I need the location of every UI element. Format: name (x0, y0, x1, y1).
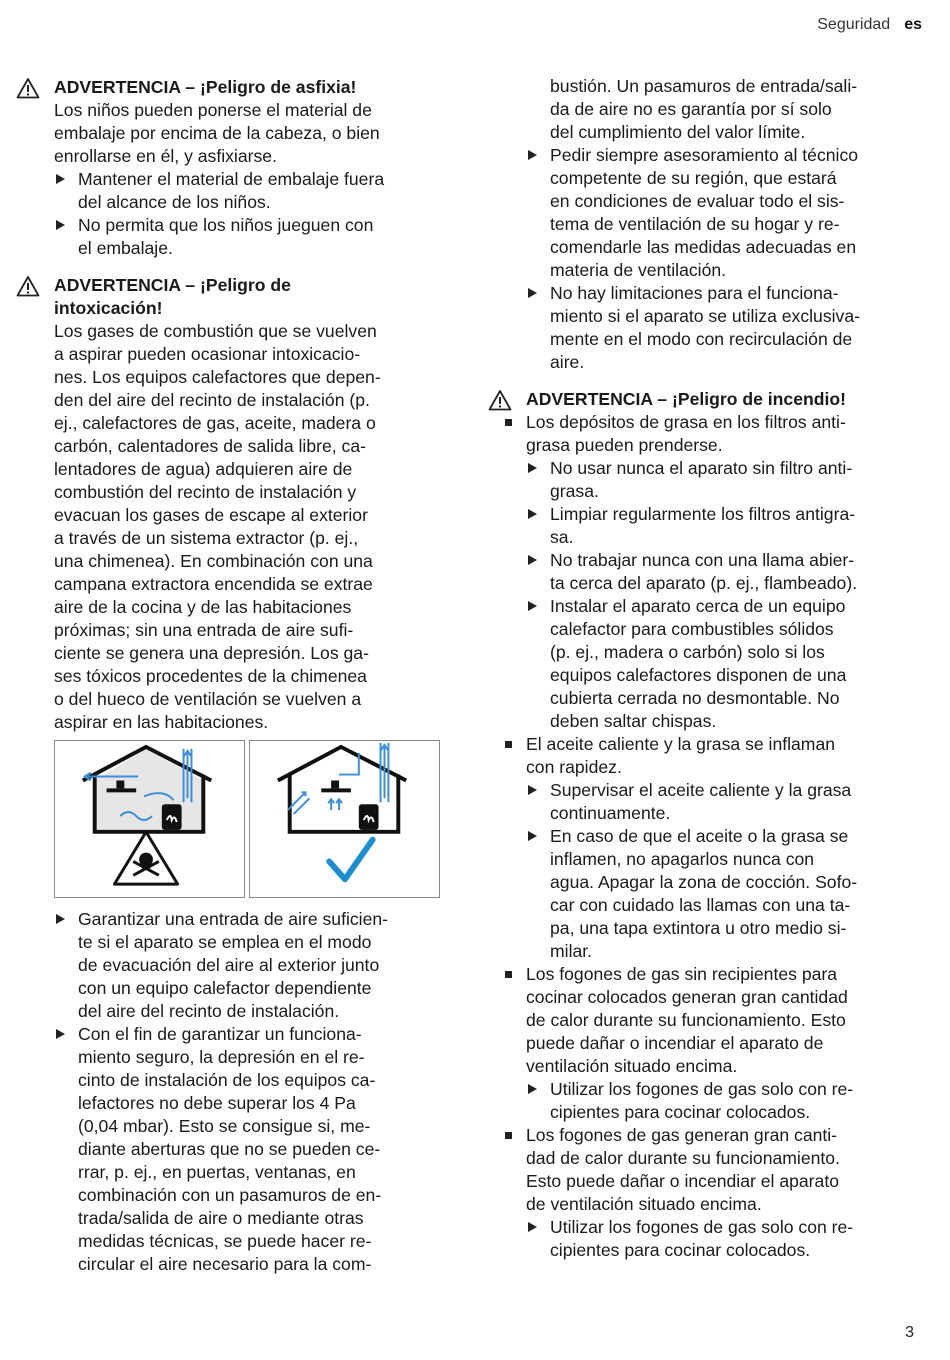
text-line: tema de ventilación de su hogar y re- (550, 214, 840, 234)
triangle-bullet-icon (528, 1084, 537, 1094)
bullet-item (488, 963, 924, 1124)
text-line: próximas; sin una entrada de aire sufi- (54, 620, 354, 640)
text-line: evacuan los gases de escape al exterior (54, 505, 368, 525)
warning-title: ADVERTENCIA – ¡Peligro de (54, 275, 291, 295)
step-list (526, 779, 924, 963)
triangle-bullet-icon (56, 220, 65, 230)
text-line: Pedir siempre asesoramiento al técnico (550, 145, 859, 165)
warning-poisoning (16, 274, 444, 734)
house-extraction-safe-illustration (250, 741, 439, 897)
text-line: calefactor para combustibles sólidos (550, 619, 834, 639)
text-line: a aspirar pueden ocasionar intoxicacio- (54, 344, 361, 364)
triangle-bullet-icon (528, 463, 537, 473)
step-list (54, 168, 444, 260)
warning-fire (488, 388, 924, 411)
section-title: Seguridad (817, 16, 891, 33)
text-line: (p. ej., madera o carbón) solo si los (550, 642, 825, 662)
step-item (526, 457, 924, 503)
text-line: cipientes para cocinar colocados. (550, 1102, 811, 1122)
text-line: o del hueco de ventilación se vuelven a (54, 689, 362, 709)
text-line: cinto de instalación de los equipos ca- (78, 1070, 376, 1090)
text-line: No usar nunca el aparato sin filtro anti- (550, 458, 853, 478)
text-line: comendarle las medidas adecuadas en (550, 237, 857, 257)
text-line: del aire del recinto de instalación. (78, 1001, 340, 1021)
text-line: lefactores no debe superar los 4 Pa (78, 1093, 356, 1113)
text-line: aire. (550, 352, 585, 372)
warning-text (54, 320, 444, 734)
triangle-bullet-icon (528, 509, 537, 519)
text-line: con un equipo calefactor dependiente (78, 978, 372, 998)
step-item (526, 549, 924, 595)
text-line: deben saltar chispas. (550, 711, 717, 731)
poisoning-continuation (488, 75, 924, 374)
text-line: Supervisar el aceite caliente y la grasa (550, 780, 852, 800)
text-line: miento seguro, la depresión en el re- (78, 1047, 365, 1067)
step-list (526, 144, 924, 374)
text-line: (0,04 mbar). Esto se consigue si, me- (78, 1116, 371, 1136)
step-item (526, 503, 924, 549)
text-line: ciente se genera una depresión. Los ga- (54, 643, 369, 663)
text-line: rrar, p. ej., en puertas, ventanas, en (78, 1162, 356, 1182)
bullet-text (526, 963, 924, 1078)
text-line: aire de la cocina y de las habitaciones (54, 597, 352, 617)
step-list (526, 1078, 924, 1124)
triangle-bullet-icon (528, 555, 537, 565)
square-bullet-icon (505, 1132, 512, 1139)
bullet-item (488, 1124, 924, 1262)
step-item (54, 1023, 444, 1276)
text-line: campana extractora encendida se extrae (54, 574, 373, 594)
warning-triangle-icon (16, 275, 40, 297)
text-line: grasa. (550, 481, 599, 501)
text-line: combustión del recinto de instalación y (54, 482, 357, 502)
text-line: cipientes para cocinar colocados. (550, 1240, 811, 1260)
text-line: Mantener el material de embalaje fuera (78, 169, 385, 189)
step-item (526, 144, 924, 282)
text-line: Los fogones de gas generan gran canti- (526, 1125, 838, 1145)
text-line: del cumplimiento del valor límite. (550, 122, 806, 142)
triangle-bullet-icon (528, 150, 537, 160)
text-line: competente de su región, que estará (550, 168, 837, 188)
text-line: lentadores de agua) adquieren aire de (54, 459, 353, 479)
text-line: Limpiar regularmente los filtros antigra- (550, 504, 856, 524)
step-item (526, 779, 924, 825)
text-line: una chimenea). En combinación con una (54, 551, 373, 571)
text-line: ventilación situado encima. (526, 1056, 738, 1076)
text-line: continuamente. (550, 803, 671, 823)
text-line: car con cuidado las llamas con una ta- (550, 895, 851, 915)
square-bullet-icon (505, 741, 512, 748)
text-line: materia de ventilación. (550, 260, 727, 280)
text-line: bustión. Un pasamuros de entrada/sali- (550, 76, 858, 96)
square-bullet-icon (505, 419, 512, 426)
triangle-bullet-icon (56, 1029, 65, 1039)
text-line: Los fogones de gas sin recipientes para (526, 964, 838, 984)
text-line: El aceite caliente y la grasa se inflaman (526, 734, 836, 754)
text-line: ta cerca del aparato (p. ej., flambeado). (550, 573, 858, 593)
text-line: enrollarse en él, y asfixiarse. (54, 146, 277, 166)
triangle-bullet-icon (528, 785, 537, 795)
triangle-bullet-icon (528, 288, 537, 298)
step-list (54, 908, 444, 1276)
fire-items (488, 411, 924, 1262)
text-line: pa, una tapa extintora u otro medio si- (550, 918, 847, 938)
text-line: con rapidez. (526, 757, 622, 777)
step-item (526, 1216, 924, 1262)
text-line: de calor durante su funcionamiento. Esto (526, 1010, 846, 1030)
text-line: puede dañar o incendiar el aparato de (526, 1033, 824, 1053)
text-line: Los niños pueden ponerse el material de (54, 100, 372, 120)
text-line: milar. (550, 941, 593, 961)
warning-asphyxia (16, 76, 444, 260)
text-line: inflamen, no apagarlos nunca con (550, 849, 815, 869)
step-item (54, 908, 444, 1023)
triangle-bullet-icon (528, 831, 537, 841)
page-number: 3 (905, 1324, 914, 1341)
warning-title: ADVERTENCIA – ¡Peligro de asfixia! (54, 77, 357, 97)
text-line: cubierta cerrada no desmontable. No (550, 688, 840, 708)
step-item (54, 214, 444, 260)
square-bullet-icon (505, 971, 512, 978)
continuation-text (550, 75, 924, 144)
bullet-text (526, 1124, 924, 1216)
text-line: nes. Los equipos calefactores que depen- (54, 367, 381, 387)
step-item (54, 168, 444, 214)
text-line: combinación con un pasamuros de en- (78, 1185, 382, 1205)
text-line: No hay limitaciones para el funciona- (550, 283, 839, 303)
house-extraction-danger-illustration (55, 741, 244, 897)
text-line: diante aberturas que no se pueden ce- (78, 1139, 381, 1159)
warning-triangle-icon (488, 389, 512, 411)
text-line: Esto puede dañar o incendiar el aparato (526, 1171, 840, 1191)
step-item (526, 595, 924, 733)
text-line: Los gases de combustión que se vuelven (54, 321, 377, 341)
triangle-bullet-icon (528, 601, 537, 611)
text-line: de ventilación situado encima. (526, 1194, 762, 1214)
page-header (817, 16, 922, 34)
language-code: es (904, 16, 922, 33)
text-line: No trabajar nunca con una llama abier- (550, 550, 855, 570)
text-line: del alcance de los niños. (78, 192, 271, 212)
text-line: Utilizar los fogones de gas solo con re- (550, 1217, 854, 1237)
bullet-text (526, 733, 924, 779)
warning-text (54, 99, 444, 168)
figure-unsafe (54, 740, 245, 898)
text-line: grasa pueden prenderse. (526, 435, 723, 455)
warning-title: ADVERTENCIA – ¡Peligro de incendio! (526, 389, 846, 409)
text-line: den del aire del recinto de instalación (p. (54, 390, 370, 410)
figure-safe (249, 740, 440, 898)
text-line: En caso de que el aceite o la grasa se (550, 826, 849, 846)
text-line: a través de un sistema extractor (p. ej., (54, 528, 359, 548)
text-line: Con el fin de garantizar un funciona- (78, 1024, 362, 1044)
text-line: circular el aire necesario para la com- (78, 1254, 372, 1274)
text-line: te si el aparato se emplea en el modo (78, 932, 372, 952)
text-line: en condiciones de evaluar todo el sis- (550, 191, 845, 211)
text-line: dad de calor durante su funcionamiento. (526, 1148, 840, 1168)
text-line: ses tóxicos procedentes de la chimenea (54, 666, 367, 686)
step-item (526, 825, 924, 963)
text-line: ej., calefactores de gas, aceite, madera o (54, 413, 376, 433)
step-item (526, 1078, 924, 1124)
text-line: trada/salida de aire o mediante otras (78, 1208, 364, 1228)
text-line: Instalar el aparato cerca de un equipo (550, 596, 846, 616)
poisoning-steps (16, 908, 444, 1276)
triangle-bullet-icon (528, 1222, 537, 1232)
text-line: agua. Apagar la zona de cocción. Sofo- (550, 872, 858, 892)
step-item (526, 282, 924, 374)
text-line: embalaje por encima de la cabeza, o bien (54, 123, 380, 143)
triangle-bullet-icon (56, 914, 65, 924)
ventilation-figures (54, 740, 444, 898)
text-line: equipos calefactores disponen de una (550, 665, 847, 685)
text-line: sa. (550, 527, 574, 547)
text-line: el embalaje. (78, 238, 173, 258)
text-line: Los depósitos de grasa en los filtros anti- (526, 412, 846, 432)
left-column (16, 76, 444, 1290)
text-line: No permita que los niños jueguen con (78, 215, 374, 235)
text-line: Garantizar una entrada de aire suficien- (78, 909, 389, 929)
text-line: mente en el modo con recirculación de (550, 329, 853, 349)
step-list (526, 457, 924, 733)
bullet-item (488, 411, 924, 733)
text-line: da de aire no es garantía por sí solo (550, 99, 832, 119)
text-line: medidas técnicas, se puede hacer re- (78, 1231, 372, 1251)
text-line: miento si el aparato se utiliza exclusiva- (550, 306, 860, 326)
bullet-text (526, 411, 924, 457)
right-column (488, 75, 924, 1262)
text-line: cocinar colocados generan gran cantidad (526, 987, 848, 1007)
bullet-item (488, 733, 924, 963)
warning-triangle-icon (16, 77, 40, 99)
triangle-bullet-icon (56, 174, 65, 184)
text-line: carbón, calentadores de salida libre, ca- (54, 436, 366, 456)
step-list (526, 1216, 924, 1262)
text-line: Utilizar los fogones de gas solo con re- (550, 1079, 854, 1099)
text-line: de evacuación del aire al exterior junto (78, 955, 380, 975)
warning-title-cont: intoxicación! (54, 298, 163, 318)
text-line: aspirar en las habitaciones. (54, 712, 269, 732)
